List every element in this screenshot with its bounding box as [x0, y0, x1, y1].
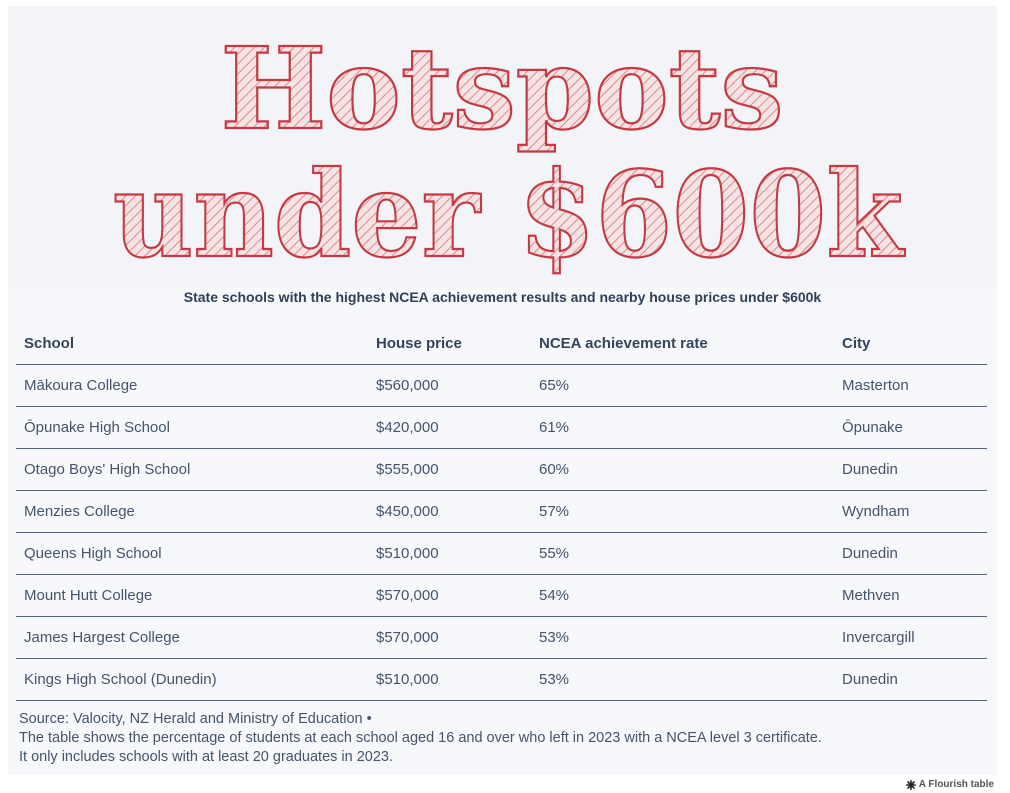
title-graphic: [8, 6, 997, 288]
table-subtitle: State schools with the highest NCEA achievement results and nearby house prices under $600k: [183, 289, 822, 305]
cell-school: James Hargest College: [16, 617, 368, 659]
cell-school: Queens High School: [16, 533, 368, 575]
table-row: [16, 365, 987, 407]
flourish-asterisk-icon: [906, 780, 916, 790]
cell-ncea-rate: 53%: [531, 617, 834, 659]
cell-ncea-rate: 61%: [531, 407, 834, 449]
schools-table: [16, 322, 987, 701]
cell-house-price: $420,000: [368, 407, 531, 449]
cell-city: Wyndham: [834, 491, 987, 533]
table-row: [16, 449, 987, 491]
cell-school: Mākoura College: [16, 365, 368, 407]
table-panel: [8, 6, 997, 775]
cell-house-price: $510,000: [368, 533, 531, 575]
cell-city: Invercargill: [834, 617, 987, 659]
cell-city: Dunedin: [834, 533, 987, 575]
cell-house-price: $510,000: [368, 659, 531, 701]
cell-ncea-rate: 54%: [531, 575, 834, 617]
criteria-note: It only includes schools with at least 20 graduates in 2023.: [19, 749, 394, 765]
cell-city: Dunedin: [834, 659, 987, 701]
cell-city: Dunedin: [834, 449, 987, 491]
cell-house-price: $570,000: [368, 617, 531, 659]
source-note: Source: Valocity, NZ Herald and Ministry of Education •: [19, 711, 372, 727]
cell-house-price: $560,000: [368, 365, 531, 407]
credit-label: A Flourish table: [918, 779, 994, 790]
title-line-2: under $600k: [113, 145, 906, 284]
table-row: [16, 533, 987, 575]
cell-house-price: $570,000: [368, 575, 531, 617]
cell-house-price: $450,000: [368, 491, 531, 533]
header-ncea-rate[interactable]: NCEA achievement rate: [531, 322, 834, 365]
cell-ncea-rate: 53%: [531, 659, 834, 701]
header-house-price[interactable]: House price: [368, 322, 531, 365]
header-city[interactable]: City: [834, 322, 987, 365]
table-footnotes: [19, 710, 989, 767]
table-header-row: [16, 322, 987, 365]
cell-school: Menzies College: [16, 491, 368, 533]
cell-school: Otago Boys' High School: [16, 449, 368, 491]
cell-school: Ōpunake High School: [16, 407, 368, 449]
cell-city: Ōpunake: [834, 407, 987, 449]
cell-ncea-rate: 55%: [531, 533, 834, 575]
title-banner: [8, 6, 997, 288]
header-school[interactable]: School: [16, 322, 368, 365]
table-row: [16, 575, 987, 617]
cell-school: Kings High School (Dunedin): [16, 659, 368, 701]
cell-school: Mount Hutt College: [16, 575, 368, 617]
cell-ncea-rate: 65%: [531, 365, 834, 407]
cell-city: Methven: [834, 575, 987, 617]
cell-ncea-rate: 57%: [531, 491, 834, 533]
cell-house-price: $555,000: [368, 449, 531, 491]
cell-ncea-rate: 60%: [531, 449, 834, 491]
table-row: [16, 491, 987, 533]
cell-city: Masterton: [834, 365, 987, 407]
table-row: [16, 659, 987, 701]
title-line-1: Hotspots: [220, 24, 784, 155]
table-row: [16, 617, 987, 659]
method-note: The table shows the percentage of students at each school aged 16 and over who left in 2023 with a NCEA level 3 certificate.: [19, 730, 822, 746]
flourish-credit[interactable]: [906, 779, 994, 790]
table-row: [16, 407, 987, 449]
